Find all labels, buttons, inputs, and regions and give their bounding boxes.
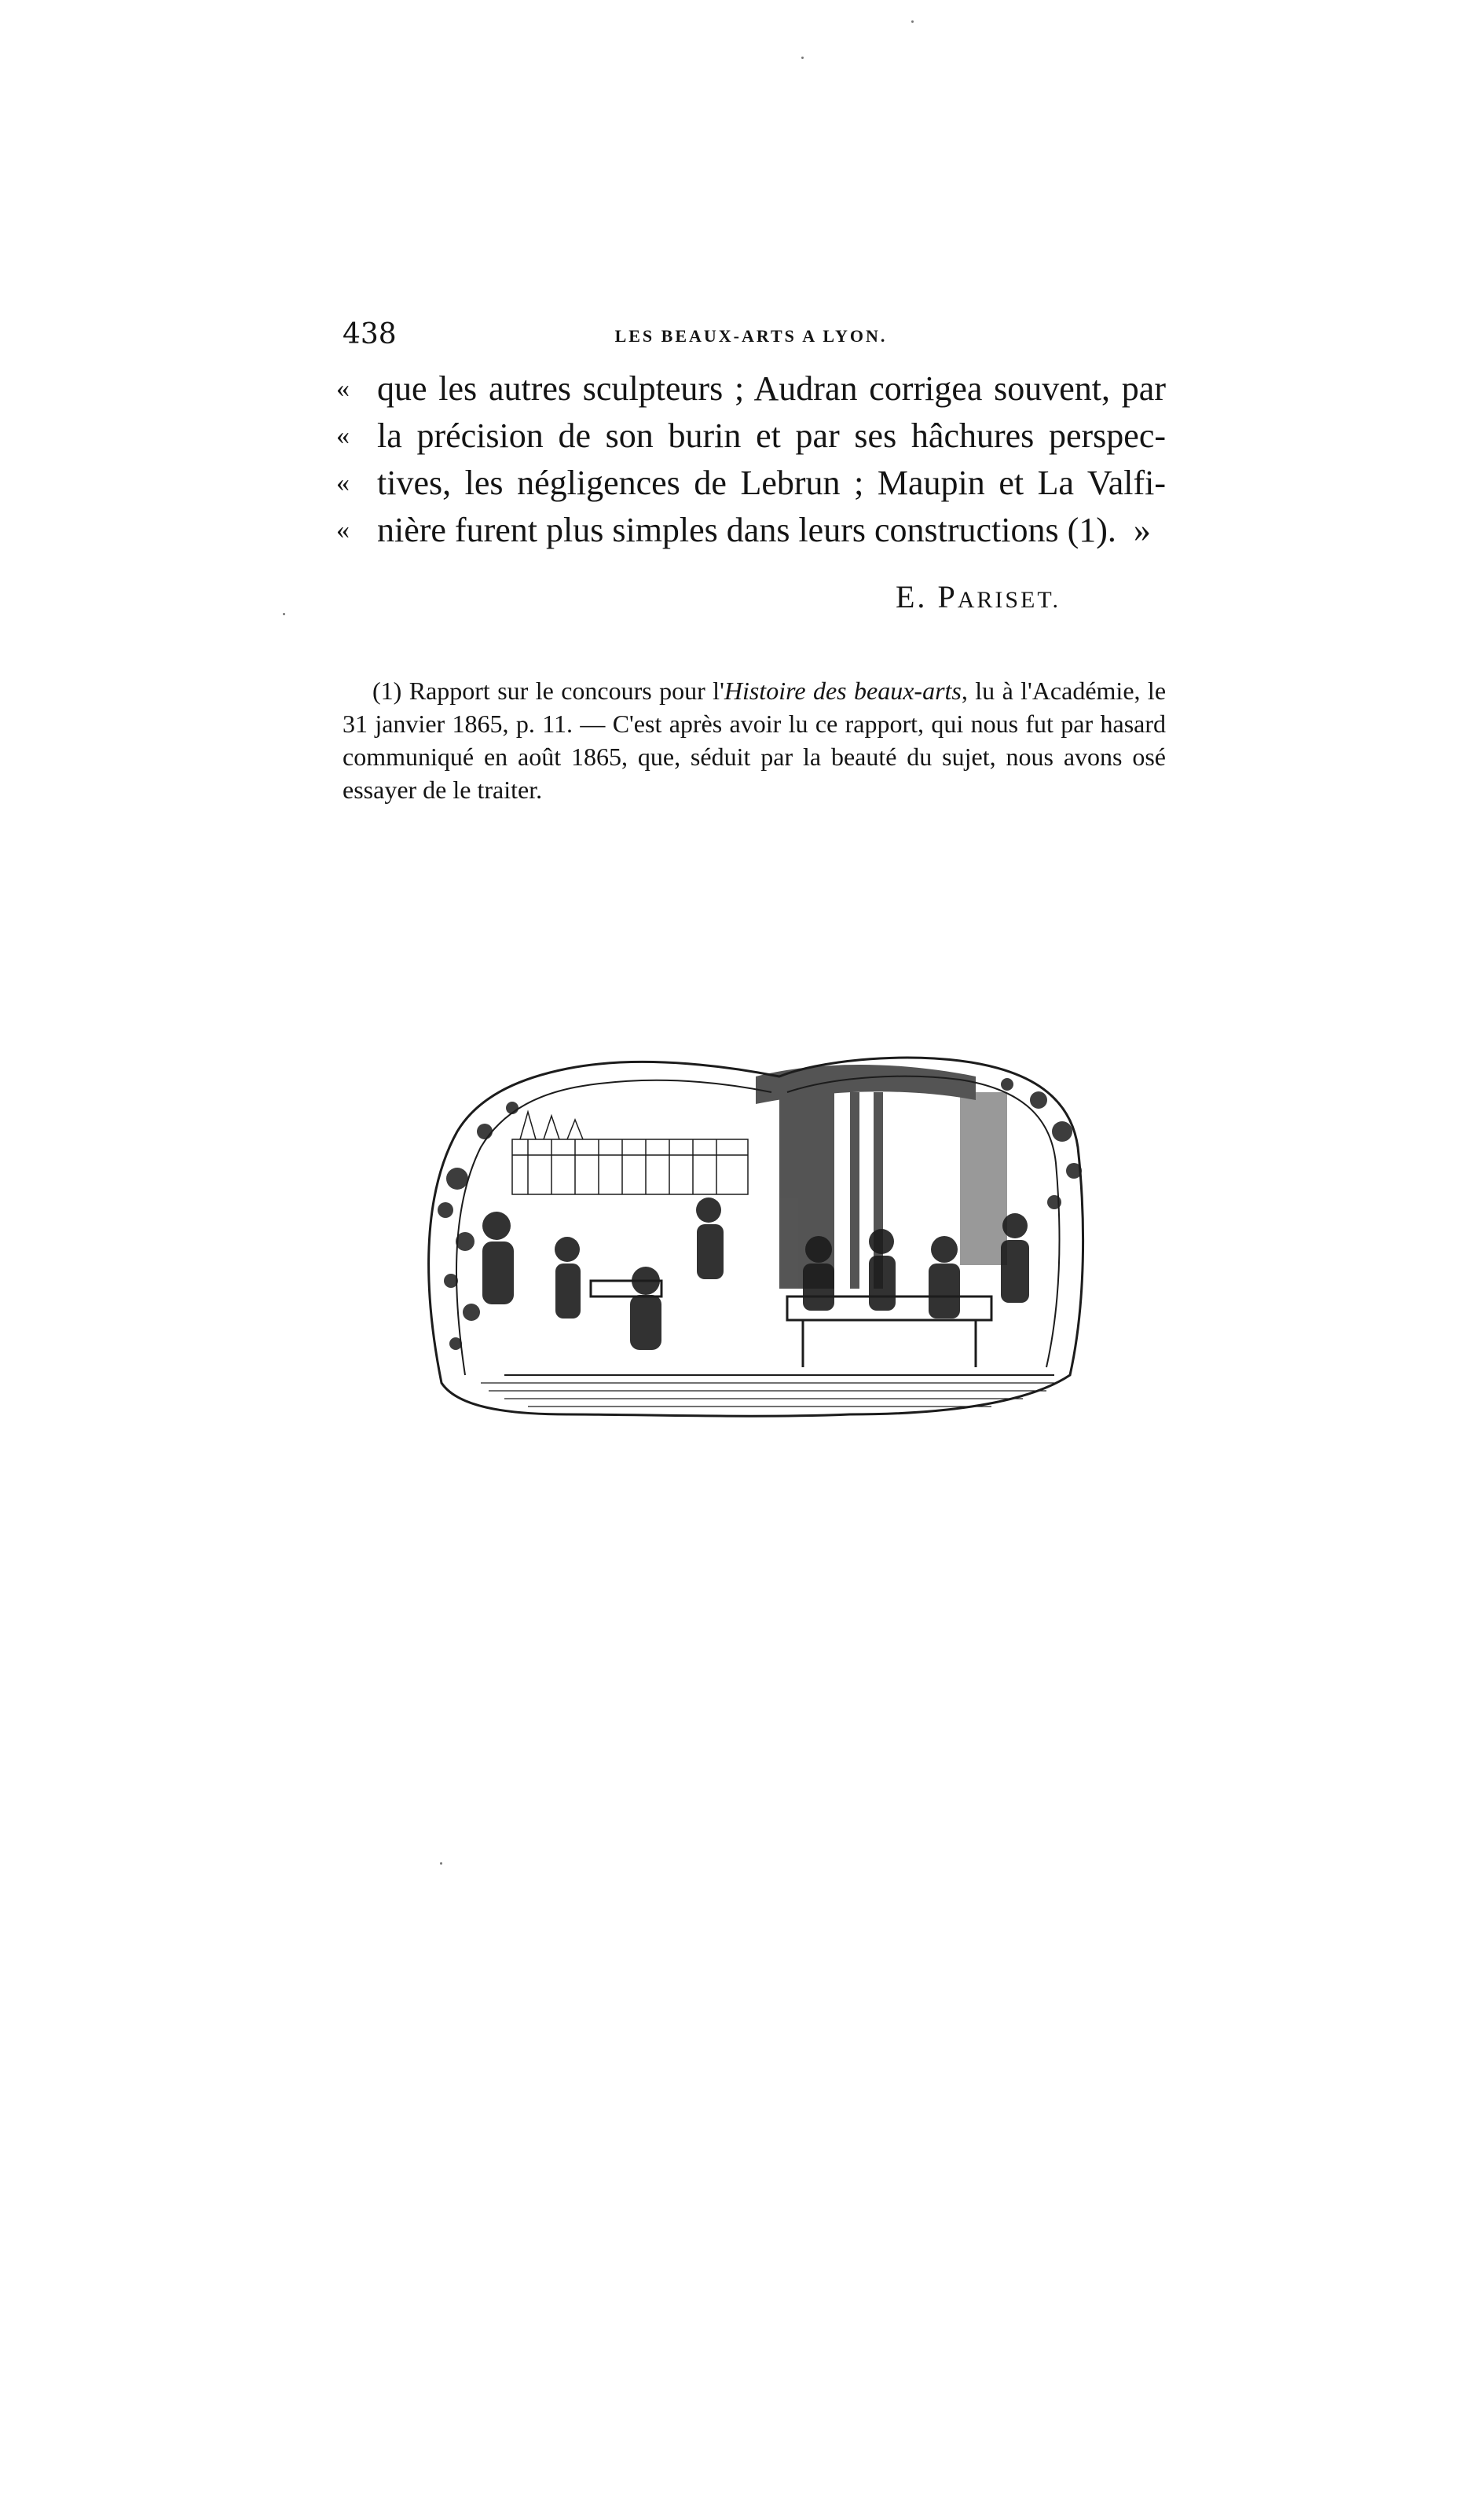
footnote-marker: (1) <box>372 677 402 705</box>
footnote-italic-title: Histoire des beaux-arts <box>724 677 962 705</box>
signature-initial: E. <box>896 579 928 614</box>
drapery-and-columns <box>756 1065 1007 1289</box>
quote-line-text: tives, les négligences de Lebrun ; Maupin et La Valfi- <box>377 464 1166 502</box>
quote-line <box>336 507 1166 554</box>
background-architecture <box>512 1112 748 1194</box>
right-floral-garland <box>1001 1078 1082 1209</box>
paper-speck <box>911 20 914 23</box>
paper-speck <box>440 1862 442 1865</box>
signature-surname-rest: ARISET. <box>957 587 1061 613</box>
quote-mark: « <box>336 374 350 403</box>
quote-line <box>336 365 1166 413</box>
author-signature <box>896 578 1061 615</box>
footnote-text-pre: Rapport sur le concours pour l' <box>409 677 724 705</box>
page-number: 438 <box>343 318 397 350</box>
closing-quote-mark: » <box>1133 511 1151 549</box>
engraved-vignette-illustration <box>410 1045 1101 1430</box>
workbench-and-tools <box>504 1281 1054 1375</box>
quote-line <box>336 460 1166 507</box>
running-head <box>343 318 1160 358</box>
quote-mark: « <box>336 421 350 450</box>
putti-figures <box>482 1197 1029 1350</box>
quote-mark: « <box>336 468 350 497</box>
quote-last-text: nière furent plus simples dans leurs constructions (1). <box>377 511 1116 549</box>
paper-speck <box>283 613 285 615</box>
quote-line-text <box>377 507 1166 554</box>
ground-hatching <box>481 1383 1054 1407</box>
quotation-block <box>336 365 1166 554</box>
signature-surname-first: P <box>937 579 958 614</box>
quote-line-text: la précision de son burin et par ses hâchures perspec- <box>377 416 1166 455</box>
running-title: LES BEAUX-ARTS A LYON. <box>614 326 888 346</box>
footnote-text-post: , lu à l'Académie, le 31 janvier 1865, p. 11. — C'est après avoir lu ce rapport, qui nous fut par hasard communiqué en août 1865, que, séduit par la beauté du sujet, nous avons osé essayer de le traiter. <box>343 677 1167 804</box>
quote-line-text: que les autres sculpteurs ; Audran corrigea souvent, par <box>377 369 1166 408</box>
paper-speck <box>801 57 804 59</box>
footnote <box>343 674 1166 806</box>
quote-line <box>336 413 1166 460</box>
quote-mark: « <box>336 515 350 545</box>
